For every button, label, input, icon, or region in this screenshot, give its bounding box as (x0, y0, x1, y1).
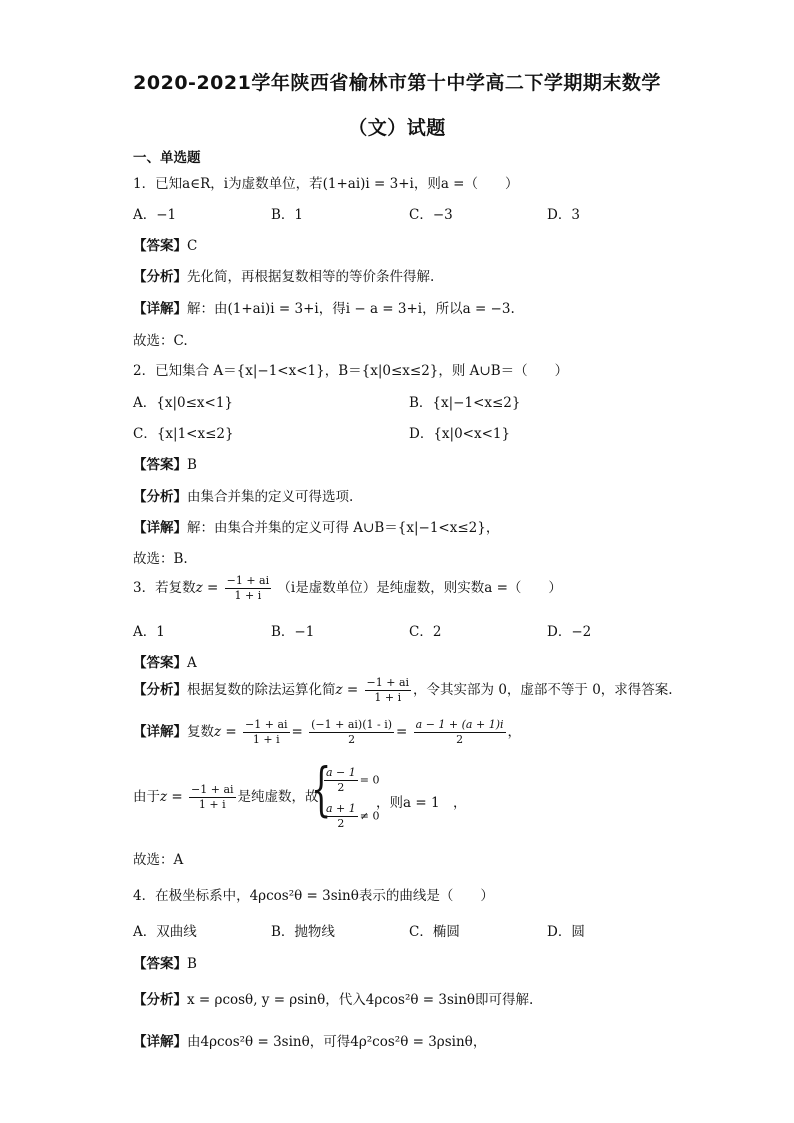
fraction-denominator: 2 (348, 733, 356, 746)
q3-option-c: C．2 (409, 624, 442, 640)
fraction-denominator: 2 (456, 733, 464, 746)
q2-option-c: C．{x|1<x≤2} (133, 426, 234, 442)
answer-value: B (187, 956, 197, 972)
q2-option-d: D．{x|0<x<1} (409, 426, 511, 442)
since-fraction (189, 783, 236, 812)
system-fraction-1 (324, 766, 358, 795)
analysis-tag: 【分析】 (133, 682, 187, 698)
detail-tag: 【详解】 (133, 1034, 187, 1050)
answer-value: B (187, 457, 197, 473)
q2-option-a: A．{x|0≤x<1} (133, 395, 234, 411)
q3-stem (133, 574, 562, 603)
relation-1: = 0 (359, 773, 380, 787)
q4-detail (133, 1030, 486, 1050)
system-eq-2 (322, 802, 380, 831)
answer-value: A (187, 655, 197, 671)
section-heading: 一、单选题 (133, 150, 201, 166)
z-label: z = (160, 789, 183, 805)
fraction-numerator: a − 1 + (a + 1)i (415, 718, 504, 731)
q1-conclusion: 故选：C. (133, 333, 188, 349)
fraction-denominator: 2 (337, 781, 345, 794)
fraction-denominator: 2 (337, 817, 345, 830)
detail-text: 解：由集合并集的定义可得 A∪B＝{x|−1<x≤2}， (187, 520, 500, 536)
detail-tag: 【详解】 (133, 520, 187, 536)
q1-option-a: A．−1 (133, 207, 177, 223)
q4-analysis (133, 988, 533, 1008)
answer-tag: 【答案】 (133, 956, 187, 972)
q4-stem: 4．在极坐标系中，4ρcos²θ = 3sinθ表示的曲线是（ ） (133, 888, 494, 904)
q3-conclusion: 故选：A (133, 852, 184, 868)
fraction-numerator: a − 1 (326, 766, 356, 779)
fraction-numerator: a + 1 (326, 802, 356, 815)
q4-option-d: D．圆 (547, 924, 585, 940)
q2-analysis (133, 485, 353, 505)
fraction-denominator: 1 + i (198, 798, 226, 811)
q4-option-a: A．双曲线 (133, 924, 197, 940)
q4-answer (133, 952, 197, 972)
analysis-tag: 【分析】 (133, 269, 187, 285)
analysis-fraction (365, 676, 412, 705)
system-fraction-2 (324, 802, 358, 831)
equals-sign: = (291, 724, 303, 740)
q1-detail (133, 297, 515, 317)
document-title-line1: 2020-2021学年陕西省榆林市第十中学高二下学期期末数学 (133, 72, 661, 94)
fraction-denominator: 1 + i (234, 589, 262, 602)
detail-tag: 【详解】 (133, 301, 187, 317)
detail-fraction-1 (243, 718, 290, 747)
fraction-denominator: 1 + i (252, 733, 280, 746)
fraction-numerator: −1 + ai (226, 574, 270, 587)
answer-tag: 【答案】 (133, 457, 187, 473)
analysis-text: 先化简，再根据复数相等的等价条件得解. (187, 269, 435, 285)
q2-answer (133, 453, 197, 473)
q3-z-label: z = (195, 580, 219, 596)
detail-fraction-3 (414, 718, 506, 747)
q3-option-d: D．−2 (547, 624, 592, 640)
q2-conclusion: 故选：B. (133, 551, 188, 567)
q1-stem: 1．已知a∈R，i为虚数单位，若(1+ai)i = 3+i，则a =（ ） (133, 176, 519, 192)
fraction-numerator: −1 + ai (191, 783, 234, 796)
fraction-numerator: (−1 + ai)(1 - i) (311, 718, 393, 731)
system-eq-1 (322, 766, 380, 795)
since-after: ，则a = 1 ， (376, 795, 467, 811)
analysis-after: ，令其实部为 0，虚部不等于 0，求得答案. (413, 682, 673, 698)
relation-2: ≠ 0 (359, 809, 380, 823)
detail-text: 由4ρcos²θ = 3sinθ，可得4ρ²cos²θ = 3ρsinθ， (187, 1034, 487, 1050)
q1-answer (133, 234, 197, 254)
q2-detail (133, 516, 499, 536)
fraction-numerator: −1 + ai (245, 718, 288, 731)
q3-option-a: A．1 (133, 624, 165, 640)
detail-text: 解：由(1+ai)i = 3+i，得i − a = 3+i，所以a = −3. (187, 301, 515, 317)
q3-stem-before: 3．若复数 (133, 580, 196, 596)
q1-option-b: B．1 (271, 207, 304, 223)
q3-answer (133, 651, 197, 671)
answer-tag: 【答案】 (133, 655, 187, 671)
fraction-denominator: 1 + i (374, 691, 402, 704)
q3-stem-after: （i是虚数单位）是纯虚数，则实数a =（ ） (277, 580, 562, 596)
q4-option-b: B．抛物线 (271, 924, 335, 940)
z-label: z = (214, 724, 237, 740)
detail-fraction-2 (309, 718, 394, 747)
document-title-line2: （文）试题 (348, 117, 446, 139)
detail-before: 复数 (187, 724, 214, 740)
analysis-text: x = ρcosθ, y = ρsinθ，代入4ρcos²θ = 3sinθ即可得解. (187, 992, 534, 1008)
since-mid: 是纯虚数，故 (237, 789, 319, 805)
fraction-numerator: −1 + ai (366, 676, 410, 689)
analysis-tag: 【分析】 (133, 489, 187, 505)
q1-option-c: C．−3 (409, 207, 453, 223)
answer-tag: 【答案】 (133, 238, 187, 254)
q1-option-d: D．3 (547, 207, 580, 223)
q2-stem: 2．已知集合 A＝{x|−1<x<1}，B＝{x|0≤x≤2}，则 A∪B＝（ ） (133, 363, 569, 379)
q3-analysis (133, 676, 673, 705)
q3-since-line (133, 783, 319, 812)
since-before: 由于 (133, 789, 160, 805)
detail-tag: 【详解】 (133, 724, 187, 740)
q3-option-b: B．−1 (271, 624, 315, 640)
answer-value: C (187, 238, 198, 254)
q3-detail: 【详解】复数z = $\frac{-1 + ai}{1 + i}$ = $\frac{(-1 + ai)(1 - i)}{2}$ = $\frac{a - 1 + (a + 1)i}{2}$ ， (133, 718, 522, 746)
analysis-tag: 【分析】 (133, 992, 187, 1008)
system-brace: { (311, 755, 332, 823)
q3-fraction (225, 574, 272, 603)
analysis-text: 由集合并集的定义可得选项. (187, 489, 354, 505)
equals-sign: = (396, 724, 408, 740)
analysis-before: 根据复数的除法运算化简 (187, 682, 336, 698)
z-label: z = (335, 682, 359, 698)
q2-option-b: B．{x|−1<x≤2} (409, 395, 521, 411)
q4-option-c: C．椭圆 (409, 924, 460, 940)
q1-analysis (133, 265, 434, 285)
